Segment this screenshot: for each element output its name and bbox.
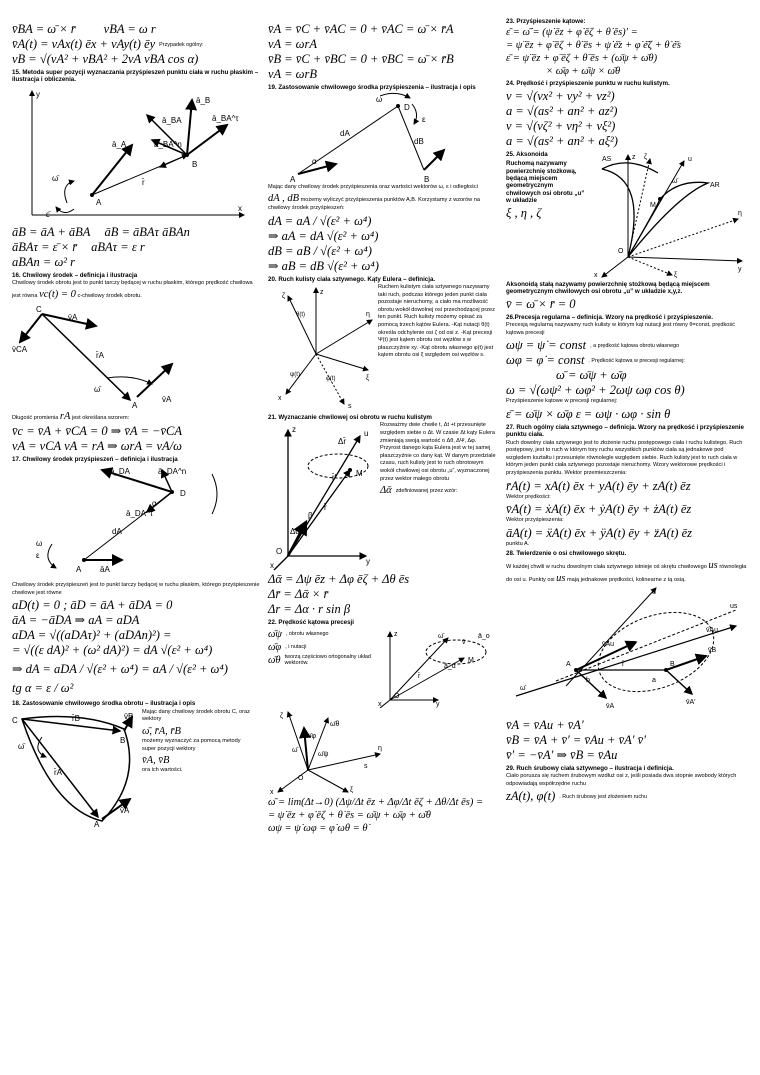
inline-symbol: Δᾱ — [380, 485, 392, 497]
equation: v̄A = v̄Au + v̄A′ — [506, 717, 584, 732]
section-16-title: 16. Chwilowy środek – definicja i ilustracja — [12, 271, 138, 279]
vector-label: ω̄ — [438, 632, 444, 640]
vector-label: ω̄ — [18, 741, 25, 751]
section-26-text: Przyśpieszenie kątowe w precesji regularnej: — [506, 398, 618, 405]
axis-label-x: x — [594, 271, 598, 279]
figure-25-axoids — [588, 149, 748, 279]
equation: vA = ωrB — [268, 67, 317, 81]
vector-label: r̄ — [142, 177, 145, 187]
equation: Δr̄ = Δᾱ × r̄ — [268, 587, 329, 602]
distance-label: dB — [414, 137, 424, 147]
equation: ⇒ aB = dB √(ε² + ω⁴) — [268, 258, 379, 273]
point-label-O: O — [394, 692, 400, 700]
vector-label: ā_d — [444, 662, 456, 670]
equation: v̄A = v̄C + v̄AC = 0 + v̄AC = ω̄ × r̄A — [268, 22, 454, 36]
vector-label: ā_o — [478, 632, 490, 640]
equation: vA = vCA vA = rA ⇒ ωrA = vA/ω — [12, 438, 182, 453]
equation: aBAτ = ε r — [91, 239, 145, 254]
point-label-M: M — [356, 469, 363, 479]
point-label-A: A — [566, 660, 571, 668]
axis-label-x: x — [270, 561, 274, 571]
section-15-title: 15. Metoda super pozycji wyznaczania przyśpieszeń punktu ciała w ruchu płaskim – ilustracja i obliczenia. — [12, 69, 259, 84]
point-label-A: A — [132, 400, 138, 410]
figure-15-superposition — [12, 85, 252, 225]
equation: ω̄ = ω̄ψ + ω̄φ — [556, 368, 627, 383]
equation: a = √(as² + an² + aξ²) — [506, 133, 618, 148]
axis-label: z — [320, 289, 324, 296]
section-20-title: 20. Ruch kulisty ciała sztywnego. Kąty Eulera – definicja. — [268, 275, 436, 283]
axis-label-y: y — [436, 700, 440, 708]
label-AS: AS — [602, 155, 612, 163]
figure-28-screw-axis — [506, 586, 746, 718]
equation: v̄BA = ω̄ × r̄ — [12, 22, 76, 36]
equation: ε̄ = ψ̈ ēz + φ̈ ēζ + θ̈ ēs + (ω̄ψ + ω̄θ) — [506, 53, 658, 65]
axis-label: ζ — [644, 153, 648, 161]
equation: v = √(vx² + vy² + vz²) — [506, 88, 615, 103]
axis-label-y: y — [366, 557, 370, 567]
equation: āB = āBAτ āBAn — [104, 224, 190, 239]
section-25-text: Ruchomą nazywamy powierzchnię stożkową, będącą miejscem geometrycznym chwilowych osi obrotu „u” w układzie — [506, 160, 585, 205]
item-label: , i nutacji — [285, 644, 307, 651]
point-label-C: C — [12, 715, 18, 725]
equation: r̄A(t) = xA(t) ēx + yA(t) ēy + zA(t) ēz — [506, 478, 691, 493]
equation-label: . Prędkość kątowa w precesji regularnej: — [588, 357, 685, 364]
vector-label: ε — [36, 551, 40, 561]
vector-label: ω̄ — [292, 746, 298, 754]
inline-symbol: ξ , η , ζ — [506, 205, 542, 220]
inline-symbol: v̄A, v̄B — [142, 755, 170, 767]
point-label-M: M — [468, 656, 474, 664]
item-label: tworzą częściowo ortogonalny układ wektorów. — [284, 654, 371, 667]
equation: v̄A(t) = vAx(t) ēx + vAy(t) ēy — [12, 37, 156, 51]
angle-label: ψ(t) — [290, 372, 300, 378]
point-label-O: O — [618, 247, 624, 255]
equation: v̄′ = −v̄A′ ⇒ v̄B = v̄Au — [506, 747, 618, 762]
equation: v̄B = v̄A + v̄′ = v̄Au + v̄A′ v̄′ — [506, 732, 646, 747]
vector-label: Δr̄ — [338, 437, 347, 447]
figure-17-acceleration-center — [12, 464, 252, 582]
section-29-title: 29. Ruch śrubowy ciała sztywnego – ilustracja i definicja. — [506, 764, 674, 772]
equation: ε̄ = ω̄ψ × ω̄φ ε = ωψ · ωφ · sin θ — [506, 406, 671, 421]
equation: v = √(vζ² + vη² + vξ²) — [506, 118, 616, 133]
vector-label: v̄CA — [12, 344, 28, 354]
section-27-label: Wektor przyśpieszenia: — [506, 517, 564, 524]
equation: ωψ = ψ̇ = const — [506, 338, 587, 353]
axis-label-z: z — [632, 153, 636, 161]
vector-label: v̄B — [708, 646, 717, 654]
equation: ω = √(ωψ² + ωφ² + 2ωψ ωφ cos θ) — [506, 383, 685, 398]
axis-label-u: u — [688, 155, 692, 163]
axis-label: η — [738, 209, 742, 217]
equation: tg α = ε / ω² — [12, 681, 74, 696]
point-label-B: B — [424, 175, 430, 185]
vector-label: r̄A — [54, 767, 62, 777]
section-28-title: 28. Twierdzenie o osi chwilowego skrętu. — [506, 550, 627, 558]
figure-19-acceleration-center-use — [268, 92, 498, 184]
angle-label: b — [586, 676, 590, 684]
inline-symbol: ω̄φ — [268, 641, 282, 653]
equation: aBAn = ω² r — [12, 254, 76, 269]
figure-16-instant-center — [12, 302, 252, 410]
axis-label: ζ — [280, 712, 284, 720]
angle-label: β — [308, 511, 313, 521]
axis-label-z: z — [292, 425, 296, 435]
section-20-text: Ruchem kulistym ciała sztywnego nazywamy taki ruch, podczas którego jeden punkt ciała pozostaje nieruchomy, a ciało ma możliwość obrotu wokół dowolnej osi przechodzącej przez ten punkt. Ruch kulisty możemy opisać za pomocą trzech kątów Eulera. -Kąt nutacji θ(t) określa odchylenie osi ζ od osi z. -Kąt precesji Ψ(t) jest kątem obrotu osi węzłów s w płaszczyźnie xy. -Kąt obrotu własnego φ(t) jest kątem obrotu osi ξ względem osi węzłów s. — [378, 284, 495, 359]
equation: aDA = √((aDAτ)² + (aDAn)²) = — [12, 628, 172, 643]
axis-label-u: u — [364, 429, 369, 439]
section-18-text: Mając dany chwilowy środek obrotu C, oraz wektory — [142, 708, 250, 723]
equation: = √((ε dA)² + (ω² dA)²) = dA √(ε² + ω⁴) — [12, 643, 213, 658]
vector-label: v̄A — [606, 702, 615, 710]
vector-label: ω̄ — [94, 384, 101, 394]
equation: v̄ = ω̄ × r̄ = 0 — [506, 296, 576, 311]
item-label: , obrotu własnego — [285, 631, 329, 638]
vector-label: ā_A — [112, 139, 127, 149]
equation: zA(t), φ(t) — [506, 789, 556, 804]
axis-label: x — [270, 788, 274, 796]
equation: = ψ̈ ēz + φ̈ ēζ + θ̈ ēs + ψ̇ ė̄z + φ̇ ė̄ζ + θ̇ ė̄s — [506, 40, 681, 52]
equation: v̄A(t) = ẋA(t) ēx + ẏA(t) ēy + żA(t) ēz — [506, 502, 692, 517]
axis-label: ζ — [282, 293, 286, 300]
figure-22a-angular-velocity — [268, 708, 388, 796]
angle-label: a — [652, 676, 656, 684]
axis-label: s — [364, 762, 368, 770]
distance-label: dA — [340, 129, 350, 139]
vector-label: ω̄ — [672, 177, 678, 185]
axis-label: x — [278, 395, 282, 402]
point-label-D: D — [180, 489, 186, 499]
vector-label: v̄A — [162, 394, 172, 404]
point-label-A: A — [94, 819, 100, 827]
vector-label: v̄ — [462, 638, 466, 646]
section-18-text: ora ich wartości. — [142, 767, 183, 774]
axis-label: η — [366, 311, 370, 318]
section-21-title: 21. Wyznaczanie chwilowej osi obrotu w ruchu kulistym — [268, 414, 432, 421]
axis-label-x: x — [238, 203, 242, 213]
equation: aD(t) = 0 ; āD = āA + āDA = 0 — [12, 598, 173, 613]
section-27-title: 27. Ruch ogólny ciała sztywnego – definicja. Wzory na prędkość i przyśpieszenie punktu ciała. — [506, 423, 744, 439]
vector-label: ω̄ — [52, 173, 59, 183]
section-21-text: zdefiniowanej przez wzór: — [395, 487, 458, 494]
equation: āA(t) = ẍA(t) ēx + ÿA(t) ēy + z̈A(t) ēz — [506, 525, 692, 540]
vector-label: ā_DA^τ — [126, 509, 153, 519]
vector-label: r̄ — [622, 660, 625, 668]
axis-label: η — [378, 744, 382, 752]
equation: dB = aB / √(ε² + ω⁴) — [268, 243, 372, 258]
section-17-title: 17. Chwilowy środek przyśpieszeń – definicja i ilustracja — [12, 455, 178, 463]
vector-label: ε̄ — [46, 209, 50, 219]
vector-label: ā_DA^n — [158, 467, 187, 477]
angle-label: φ(t) — [326, 376, 336, 382]
equation: = ψ̇ ēz + φ̇ ēζ + θ̇ ēs = ω̄ψ + ω̄φ + ω̄θ — [268, 809, 431, 821]
section-21-text: Rozważmy dwie chwile t, Δt +t przesunięte względem siebie o Δt. W czasie Δt kąty Eulera zmieniają swoją wartość o Δθ, ΔΨ, Δφ. Przyrost danego kąta Eulera jest w tej samej płaszczyźnie co dany kąt. W danym przedziale czasu, ruch kulisty jest to ruch obrotowym wokół chwilowej osi obrotu „u”, wyznaczonej przez wektor małego obrotu — [380, 422, 496, 482]
vector-label: r̄ — [418, 672, 421, 680]
equation: v̄c = v̄A + v̄CA = 0 ⇒ v̄A = −v̄CA — [12, 423, 182, 438]
vector-label: Δᾱ — [290, 527, 300, 537]
section-17-text: Chwilowy środek przyśpieszeń jest to punkt tarczy będącej w ruchu płaskim, którego przyśpieszenie chwilowe jest równe — [12, 582, 260, 596]
equation: × ω̄φ + ω̄ψ × ω̄θ — [546, 66, 621, 78]
equation: Δᾱ = Δψ ēz + Δφ ēζ + Δθ ēs — [268, 572, 410, 587]
vector-label: v̄Au — [602, 640, 615, 648]
vector-label: ω̄θ — [330, 720, 340, 728]
equation: ⇒ aA = dA √(ε² + ω⁴) — [268, 228, 379, 243]
equation: āA = −āDA ⇒ aA = aDA — [12, 613, 140, 628]
angle-label: α — [152, 499, 157, 509]
vector-label: r̄ — [324, 503, 327, 513]
vector-label: ω̄ψ — [318, 750, 329, 758]
equation: vB = √(vA² + vBA² + 2vA vBA cos α) — [12, 52, 199, 66]
section-19-text: Mając dany chwilowy środek przyśpieszenia oraz wartości wektorów ω, ε i odległości dA , dB możemy wyliczyć przyśpieszenia punktów A,B. Korzystamy z wzorów na chwilowy środek przyśpieszeń: — [268, 184, 480, 211]
section-16-length: Długość promienia rA jest określana wzorem: — [12, 410, 130, 422]
vector-label: v̄A — [68, 312, 78, 322]
vector-label: r̄A — [96, 350, 104, 360]
section-22-title: 22. Prędkość kątowa precesji — [268, 619, 354, 627]
column-3 — [506, 16, 750, 804]
vector-label: ā_DA — [110, 467, 131, 477]
section-26-text: Precesją regularną nazywamy ruch kulisty w którym kąt nutacji jest równy θ=const, prędkość kątowa precesji — [506, 322, 735, 336]
point-label-O: O — [298, 774, 304, 782]
figure-18-instant-center-use — [12, 709, 142, 827]
vector-label: ω — [36, 539, 43, 549]
vector-label: ā_BA^τ — [212, 113, 239, 123]
inline-symbol: ω̄ψ — [268, 628, 282, 640]
equation: ωφ = φ̇ = const — [506, 353, 585, 368]
section-29-text: Ciało porusza się ruchem śrubowym wzdłuż osi z, jeśli posiada dwa stopnie swobody których odpowiadają współrzędne ruchu — [506, 773, 737, 787]
equation: v̄B = v̄C + v̄BC = 0 + v̄BC = ω̄ × r̄B — [268, 52, 454, 66]
equation: dA = aA / √(ε² + ω⁴) — [268, 213, 372, 228]
point-label-D: D — [404, 103, 410, 113]
section-23-title: 23. Przyśpieszenie kątowe: — [506, 18, 586, 25]
point-label-A: A — [76, 565, 82, 575]
axis-label: ξ — [350, 786, 354, 794]
inline-symbol: ω̄θ — [268, 654, 281, 666]
axis-label-y: y — [738, 265, 742, 273]
figure-20-euler-angles — [268, 284, 378, 412]
section-27-label: punktu A. — [506, 540, 530, 547]
section-29-text: . Ruch śrubowy jest złożeniem ruchu — [559, 793, 648, 800]
figure-21-instant-axis — [268, 422, 380, 572]
axis-label-y: y — [36, 89, 40, 99]
axis-label-u: u — [652, 588, 656, 596]
section-27-text: Ruch dowolny ciała sztywnego jest to złożenie ruchu postępowego ciała i ruchu kulistego. Ruch postępowy, jest to ruch w którym tory ruchu wszystkich punktów ciała są jednakowe pod względem kształtu i przesunięte równolegle względem siebie. Ruch kulisty jest to ruch ciała w którym jeden punkt ciała sztywnego pozostaje nieruchomy. Wzory wektorowe prędkości i przyśpieszenia punktu. Wektor przemieszczenia: — [506, 439, 743, 476]
equation: vA = ωrA — [268, 37, 317, 51]
section-16-text: Chwilowy środek obrotu jest to punkt tarczy będącej w ruchu płaskim, którego prędkość chwilowa jest równa vc(t) = 0 c-chwilowy środek obrotu. — [12, 280, 253, 300]
vector-label: ā_BA — [162, 115, 182, 125]
point-label-A: A — [96, 197, 102, 207]
equation: ⇒ dA = aDA / √(ε² + ω⁴) = aA / √(ε² + ω⁴) — [12, 662, 228, 677]
vector-label: v̄A′ — [686, 698, 696, 706]
equation-label: , a prędkość kątowa obrotu własnego — [590, 342, 680, 349]
section-18-text: możemy wyznaczyć za pomocą metody super pozycji wektory — [142, 738, 241, 752]
section-25-text: Aksonoidą stałą nazywamy powierzchnię stożkową będącą miejscem geometrycznym chwilowych osi obrotu „u” w układzie x,y,z. — [506, 280, 710, 296]
vector-label: r̄′ — [332, 473, 337, 483]
point-label-C: C — [36, 304, 42, 314]
equation: āB = āA + āBA — [12, 224, 91, 239]
point-label-B: B — [670, 660, 675, 668]
equation: ε̄ = ω̄̇ = (ψ̇ ēz + φ̇ ēζ + θ̇ ēs)′ = — [506, 27, 638, 39]
vector-label: ε — [422, 115, 426, 125]
distance-label: dA — [112, 527, 122, 537]
section-26-title: 26.Precesja regularna – definicja. Wzory na prędkość i przyśpieszenie. — [506, 313, 714, 321]
point-label-O: O — [276, 547, 283, 557]
column-2 — [268, 22, 500, 835]
axis-label-x: x — [378, 700, 382, 708]
angle-label: θ(t) — [296, 312, 305, 318]
equation: āBAτ = ε̄ × r̄ — [12, 239, 78, 254]
equation: a = √(as² + an² + az²) — [506, 103, 618, 118]
section-18-title: 18. Zastosowanie chwilowego środka obrotu – ilustracja i opis — [12, 700, 196, 708]
equation: Δr = Δα · r sin β — [268, 602, 351, 617]
vector-label: v̄A — [120, 805, 130, 815]
vector-label: r̄B — [72, 713, 80, 723]
vector-label: ω — [376, 95, 383, 105]
section-25-title: 25. Aksonoida — [506, 150, 548, 158]
section-24-title: 24. Prędkość i przyśpieszenie punktu w ruchu kulistym. — [506, 80, 670, 88]
axis-label: ξ — [366, 375, 370, 382]
top-velocity-row — [12, 22, 260, 37]
section-28-text: W każdej chwili w ruchu dowolnym ciała sztywnego istnieje oś skrętu chwilowego us równoległa do osi u. Punkty osi us mają jednakowe prędkości, kolinearne z tą osią. — [506, 559, 747, 584]
column-1 — [12, 22, 260, 827]
case-label: Przypadek ogólny: — [159, 41, 204, 48]
vector-label: ā_BA^n — [154, 139, 182, 149]
section-27-label: Wektor prędkości: — [506, 493, 551, 500]
vector-label: v̄B — [124, 711, 134, 721]
point-label-B: B — [192, 159, 198, 169]
equation: ωψ = ψ̇ ωφ = φ̇ ωθ = θ̇ — [268, 822, 368, 834]
vector-label: āA — [100, 565, 110, 575]
vector-label: ā_B — [196, 95, 211, 105]
inline-symbol: ω̄, r̄A, r̄B — [142, 726, 181, 737]
point-label-A: A — [290, 175, 296, 185]
section-19-title: 19. Zastosowanie chwilowego środka przyśpieszenia – ilustracja i opis — [268, 84, 476, 91]
vector-label: v̄Au — [706, 626, 719, 634]
point-label-B: B — [120, 735, 126, 745]
point-label-M: M — [650, 201, 656, 209]
equation: vBA = ω r — [103, 22, 156, 36]
vector-label: ω̄φ — [306, 732, 317, 740]
equation: ω̄ = lim(Δt→0) (Δψ/Δt ēz + Δφ/Δt ēζ + Δθ/Δt ēs) = — [268, 796, 484, 808]
vector-label: ω̄ — [520, 684, 526, 692]
angle-label: α — [312, 157, 317, 167]
figure-22b-velocity — [378, 628, 496, 708]
label-AR: AR — [710, 181, 720, 189]
axis-label-z: z — [394, 630, 398, 638]
axis-label-us: us — [730, 602, 738, 610]
axis-label: s — [348, 403, 352, 410]
axis-label: ξ — [674, 271, 678, 279]
